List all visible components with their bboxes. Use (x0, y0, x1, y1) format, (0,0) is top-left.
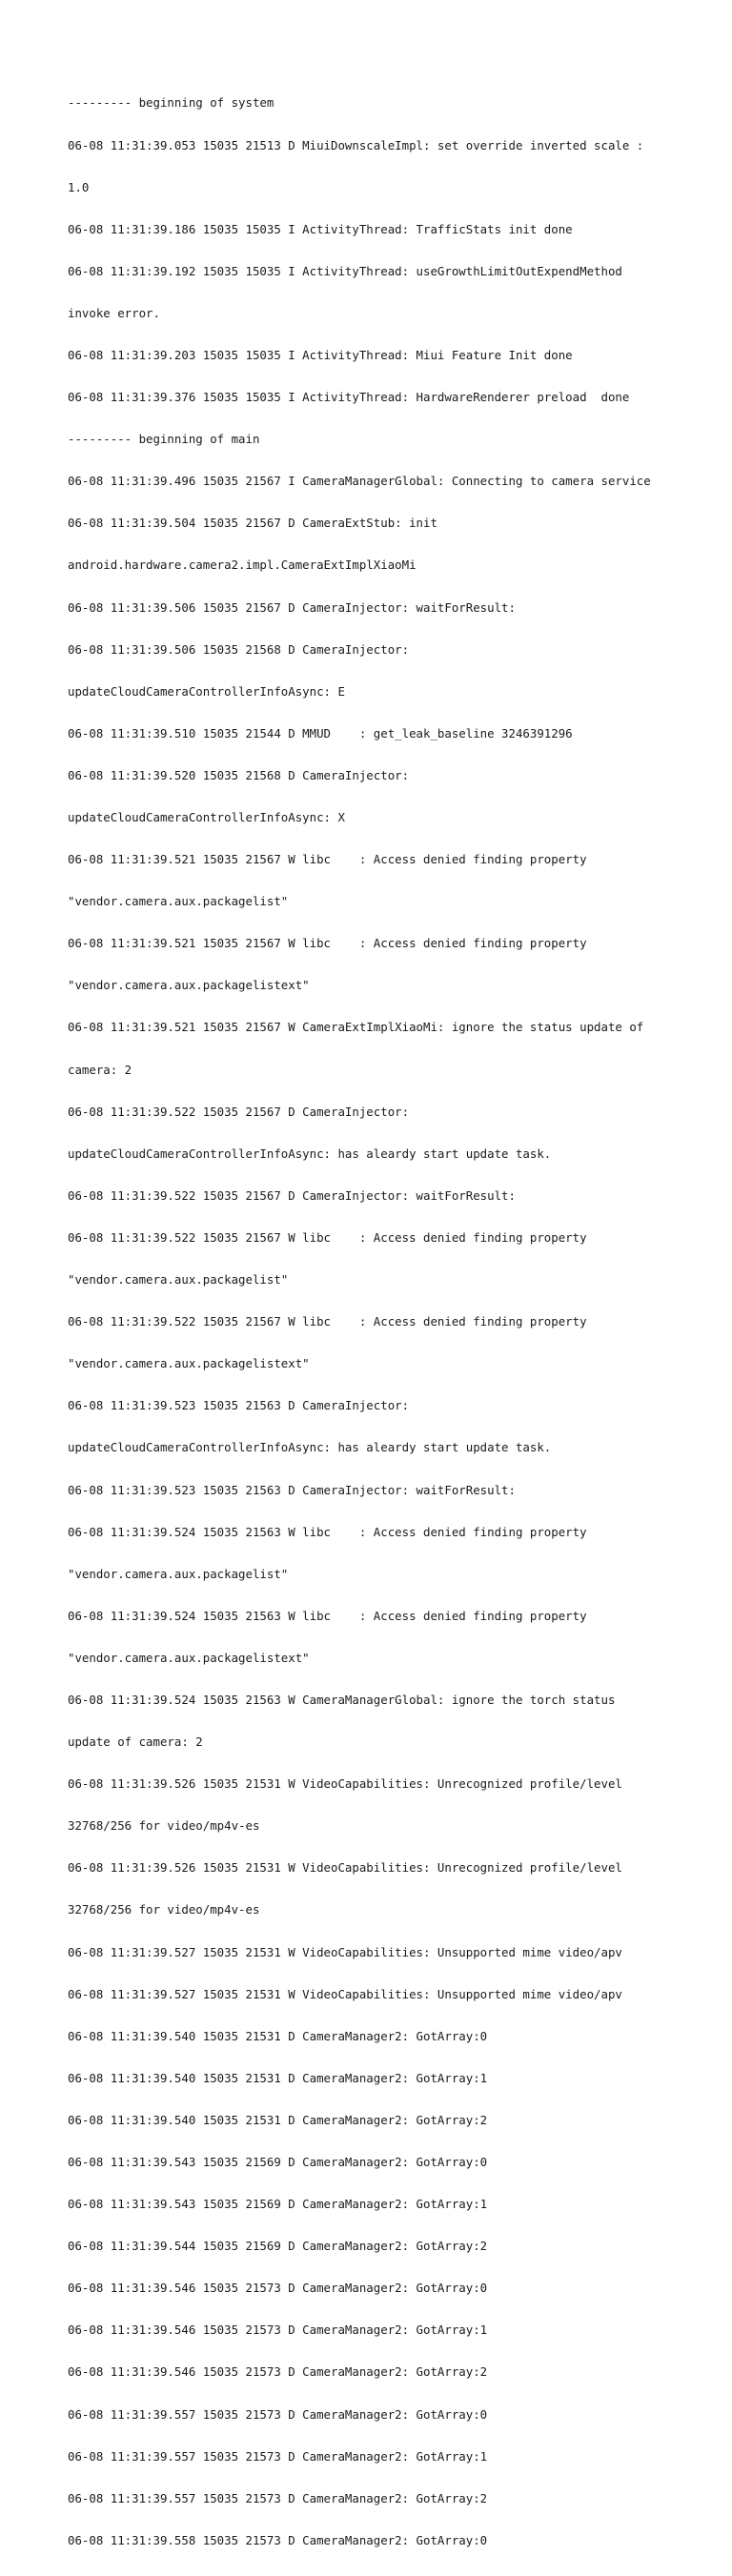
log-line: update of camera: 2 (68, 1734, 203, 1750)
log-line: --------- beginning of system (68, 95, 274, 111)
log-line: 06-08 11:31:39.524 15035 21563 W libc : Access denied finding property (68, 1608, 587, 1623)
log-line: 06-08 11:31:39.546 15035 21573 D CameraManager2: GotArray:2 (68, 2364, 488, 2380)
log-line: "vendor.camera.aux.packagelistext" (68, 1650, 310, 1665)
log-line: 06-08 11:31:39.376 15035 15035 I ActivityThread: HardwareRenderer preload done (68, 390, 630, 405)
log-line: 06-08 11:31:39.526 15035 21531 W VideoCapabilities: Unrecognized profile/level (68, 1776, 622, 1792)
log-line: "vendor.camera.aux.packagelist" (68, 1566, 289, 1581)
log-line: updateCloudCameraControllerInfoAsync: has aleardy start update task. (68, 1146, 552, 1161)
log-line: "vendor.camera.aux.packagelist" (68, 1272, 289, 1288)
log-line: 06-08 11:31:39.540 15035 21531 D CameraManager2: GotArray:2 (68, 2112, 488, 2127)
log-line: --------- beginning of main (68, 432, 260, 447)
log-line: 06-08 11:31:39.496 15035 21567 I CameraManagerGlobal: Connecting to camera service (68, 474, 651, 489)
log-line: 06-08 11:31:39.506 15035 21568 D CameraInjector: (68, 641, 410, 657)
log-line: 06-08 11:31:39.527 15035 21531 W VideoCapabilities: Unsupported mime video/apv (68, 1944, 622, 1959)
log-line: 06-08 11:31:39.523 15035 21563 D CameraInjector: (68, 1398, 410, 1413)
log-view (68, 69, 725, 2576)
log-line: updateCloudCameraControllerInfoAsync: E (68, 683, 345, 699)
log-line: "vendor.camera.aux.packagelistext" (68, 978, 310, 993)
log-line: 06-08 11:31:39.522 15035 21567 D CameraInjector: waitForResult: (68, 1187, 516, 1203)
log-line: 06-08 11:31:39.543 15035 21569 D CameraManager2: GotArray:1 (68, 2197, 488, 2212)
log-line: 06-08 11:31:39.186 15035 15035 I ActivityThread: TrafficStats init done (68, 221, 573, 236)
log-line: 06-08 11:31:39.506 15035 21567 D CameraInjector: waitForResult: (68, 599, 516, 615)
log-line: 06-08 11:31:39.521 15035 21567 W CameraExtImplXiaoMi: ignore the status update of (68, 1020, 644, 1035)
log-line: 06-08 11:31:39.527 15035 21531 W VideoCapabilities: Unsupported mime video/apv (68, 1986, 622, 2001)
log-line: 06-08 11:31:39.192 15035 15035 I ActivityThread: useGrowthLimitOutExpendMethod (68, 263, 622, 278)
log-line: 32768/256 for video/mp4v-es (68, 1818, 260, 1834)
log-line: 32768/256 for video/mp4v-es (68, 1902, 260, 1917)
log-line: 06-08 11:31:39.524 15035 21563 W libc : Access denied finding property (68, 1524, 587, 1539)
log-line: 06-08 11:31:39.557 15035 21573 D CameraManager2: GotArray:0 (68, 2406, 488, 2422)
log-line: 06-08 11:31:39.523 15035 21563 D CameraInjector: waitForResult: (68, 1482, 516, 1497)
log-line: camera: 2 (68, 1062, 132, 1077)
log-line: 06-08 11:31:39.522 15035 21567 W libc : Access denied finding property (68, 1314, 587, 1329)
log-line: 06-08 11:31:39.557 15035 21573 D CameraManager2: GotArray:2 (68, 2490, 488, 2505)
log-line: 06-08 11:31:39.544 15035 21569 D CameraManager2: GotArray:2 (68, 2239, 488, 2254)
log-line: 06-08 11:31:39.521 15035 21567 W libc : Access denied finding property (68, 852, 587, 867)
log-line: 06-08 11:31:39.543 15035 21569 D CameraManager2: GotArray:0 (68, 2155, 488, 2169)
log-line: android.hardware.camera2.impl.CameraExtImplXiaoMi (68, 558, 417, 573)
log-line: 1.0 (68, 179, 90, 194)
log-line: 06-08 11:31:39.558 15035 21573 D CameraManager2: GotArray:0 (68, 2532, 488, 2547)
log-line: 06-08 11:31:39.522 15035 21567 D CameraInjector: (68, 1104, 410, 1119)
log-line: updateCloudCameraControllerInfoAsync: X (68, 810, 345, 824)
log-line: 06-08 11:31:39.504 15035 21567 D CameraExtStub: init (68, 516, 437, 531)
log-line: 06-08 11:31:39.526 15035 21531 W VideoCapabilities: Unrecognized profile/level (68, 1860, 622, 1876)
log-line: 06-08 11:31:39.522 15035 21567 W libc : Access denied finding property (68, 1229, 587, 1245)
log-line: invoke error. (68, 305, 160, 320)
log-line: updateCloudCameraControllerInfoAsync: has aleardy start update task. (68, 1440, 552, 1455)
log-line: 06-08 11:31:39.557 15035 21573 D CameraManager2: GotArray:1 (68, 2448, 488, 2464)
log-line: 06-08 11:31:39.520 15035 21568 D CameraInjector: (68, 767, 410, 782)
log-line: 06-08 11:31:39.540 15035 21531 D CameraManager2: GotArray:1 (68, 2070, 488, 2085)
log-line: "vendor.camera.aux.packagelist" (68, 894, 289, 909)
log-line: 06-08 11:31:39.524 15035 21563 W CameraManagerGlobal: ignore the torch status (68, 1692, 616, 1707)
log-line: 06-08 11:31:39.053 15035 21513 D MiuiDownscaleImpl: set override inverted scale : (68, 137, 644, 152)
log-line: 06-08 11:31:39.203 15035 15035 I ActivityThread: Miui Feature Init done (68, 347, 573, 362)
log-line: 06-08 11:31:39.546 15035 21573 D CameraManager2: GotArray:0 (68, 2281, 488, 2296)
log-line: 06-08 11:31:39.521 15035 21567 W libc : Access denied finding property (68, 936, 587, 951)
log-line: 06-08 11:31:39.540 15035 21531 D CameraManager2: GotArray:0 (68, 2028, 488, 2043)
log-line: 06-08 11:31:39.510 15035 21544 D MMUD : get_leak_baseline 3246391296 (68, 725, 573, 740)
log-line: "vendor.camera.aux.packagelistext" (68, 1356, 310, 1371)
log-line: 06-08 11:31:39.546 15035 21573 D CameraManager2: GotArray:1 (68, 2322, 488, 2338)
